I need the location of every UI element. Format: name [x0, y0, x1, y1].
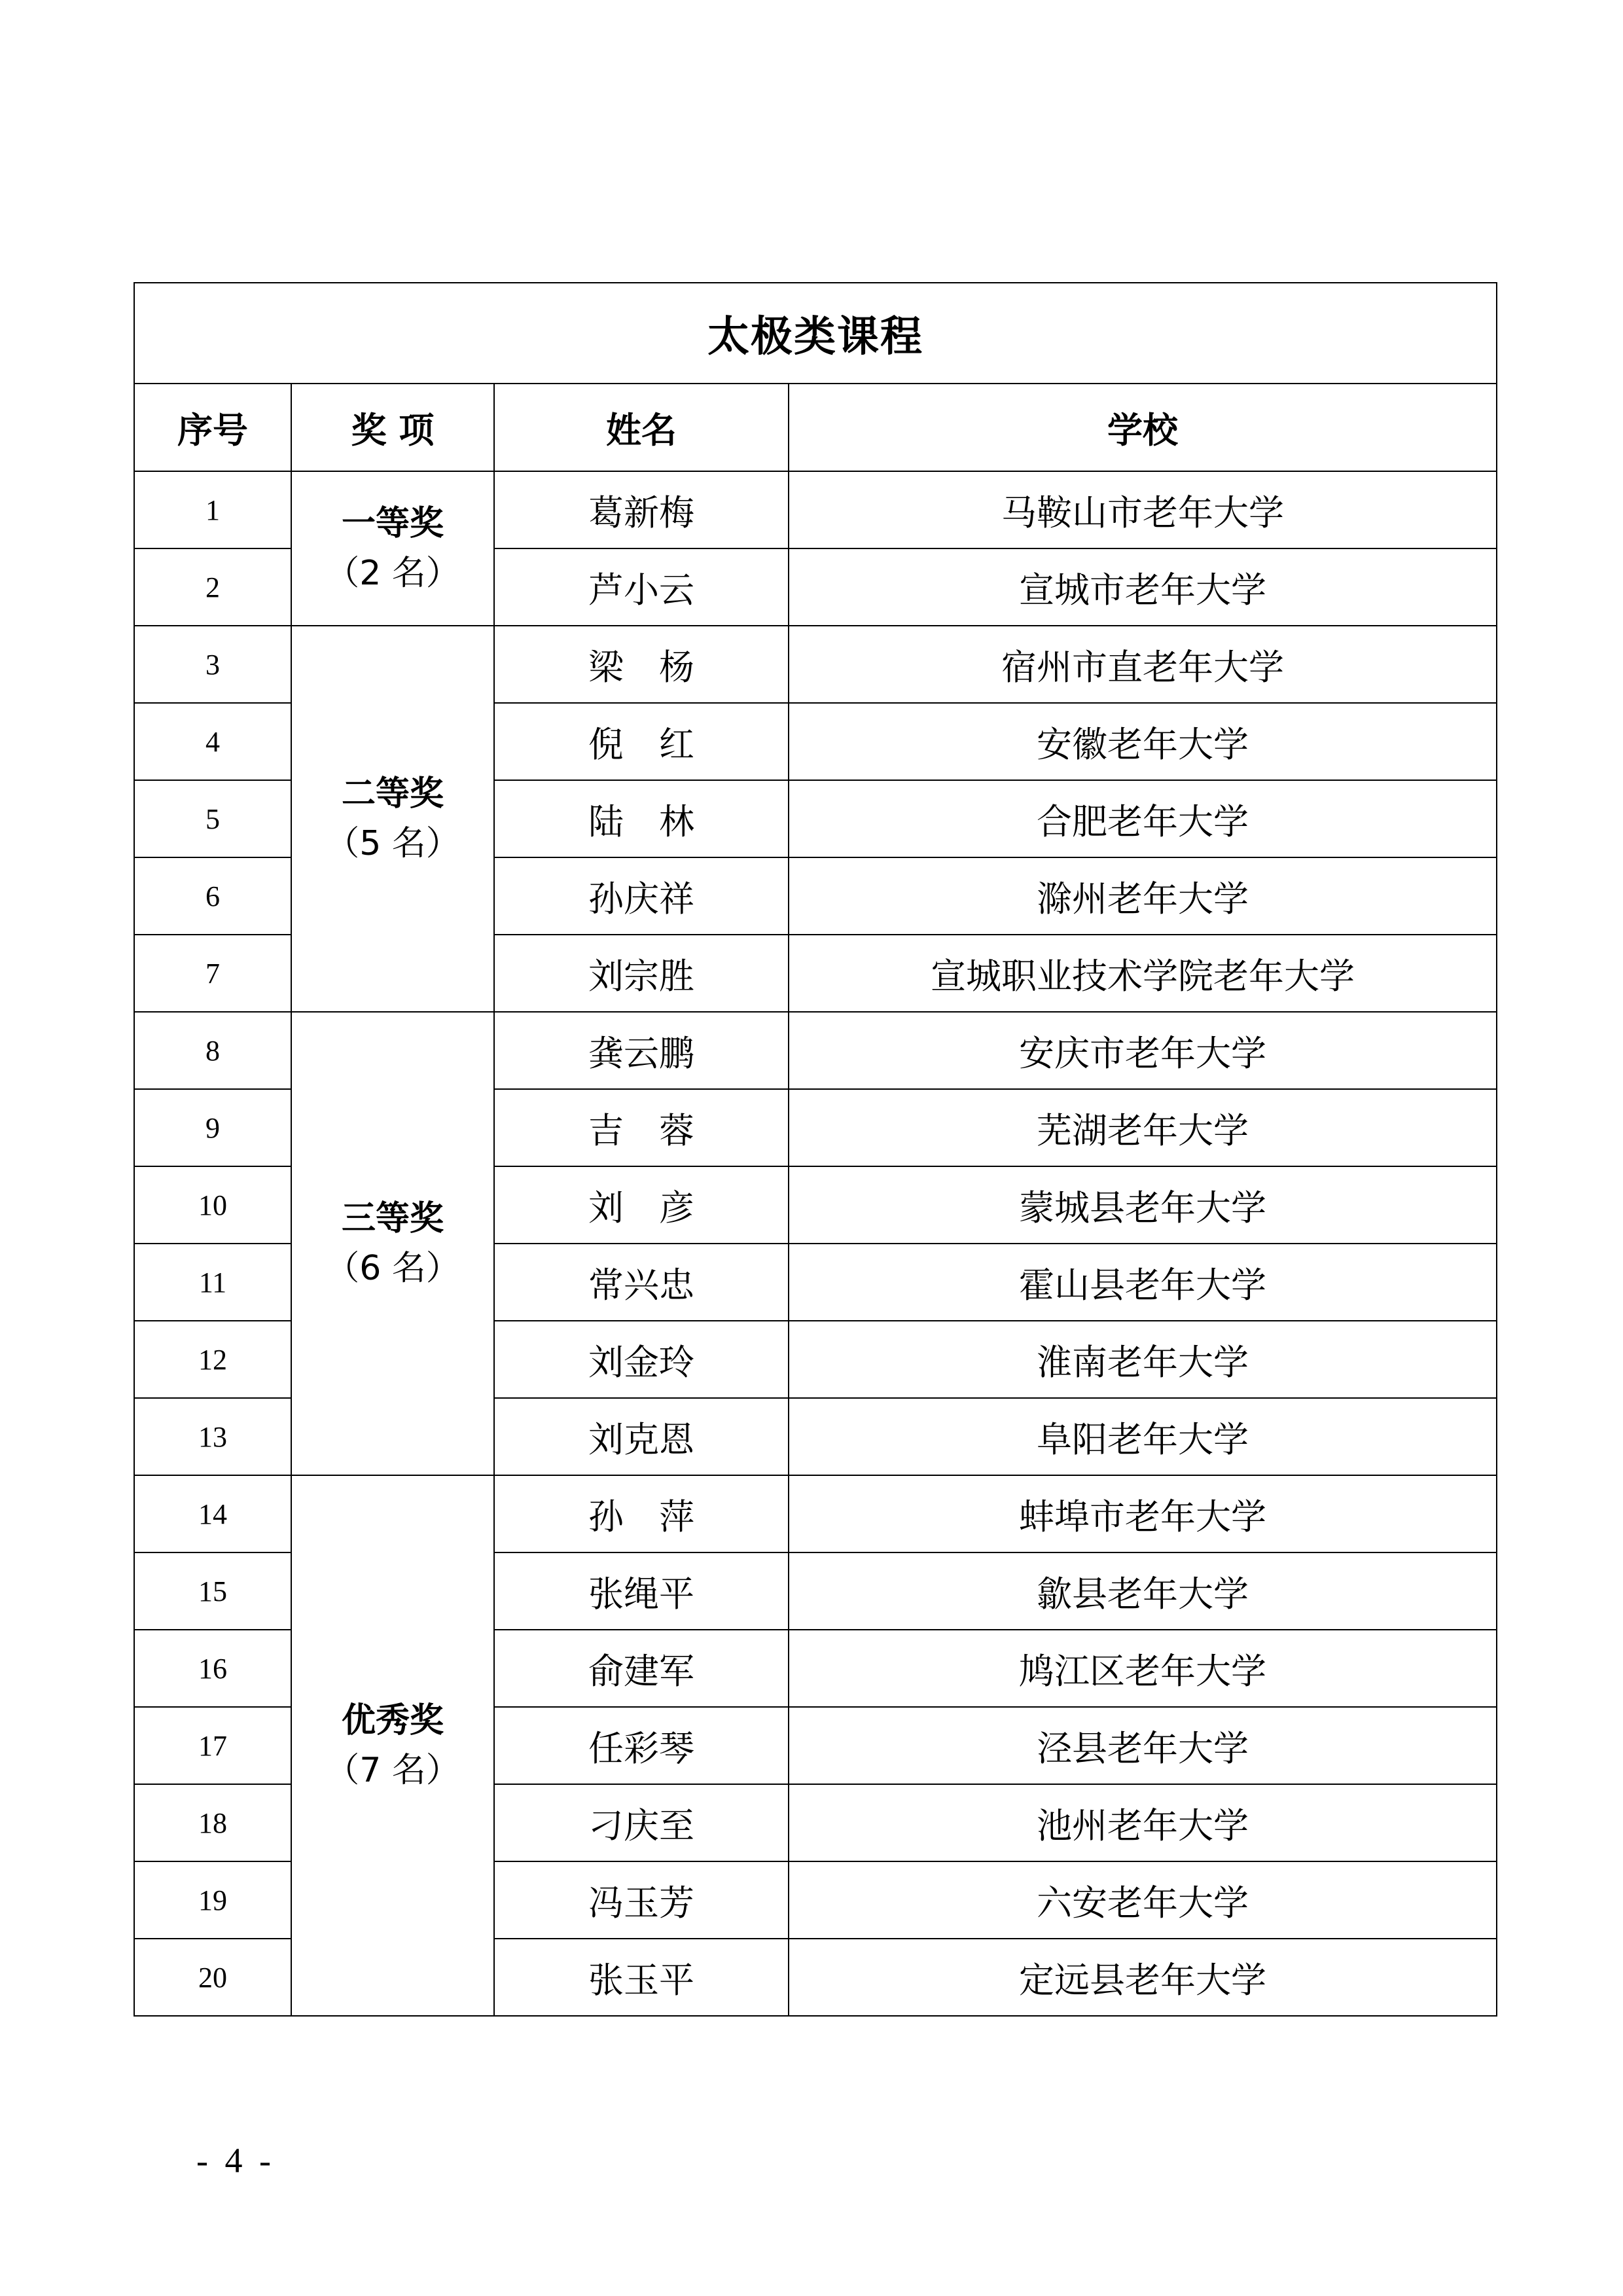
award-cell [291, 471, 494, 626]
school-cell: 六安老年大学 [789, 1861, 1497, 1939]
school-cell: 宣城职业技术学院老年大学 [789, 935, 1497, 1012]
table-row [134, 626, 1497, 703]
seq-cell: 2 [134, 548, 291, 626]
seq-cell: 12 [134, 1321, 291, 1398]
seq-cell: 13 [134, 1398, 291, 1475]
header-award: 奖 项 [291, 384, 494, 471]
school-cell: 宣城市老年大学 [789, 548, 1497, 626]
seq-cell: 8 [134, 1012, 291, 1089]
table-row [134, 471, 1497, 548]
name-cell: 孙庆祥 [494, 857, 789, 935]
name-cell: 刘克恩 [494, 1398, 789, 1475]
table-row [134, 1475, 1497, 1552]
award-table [134, 282, 1497, 2017]
name-cell: 葛新梅 [494, 471, 789, 548]
school-cell: 安庆市老年大学 [789, 1012, 1497, 1089]
seq-cell: 17 [134, 1707, 291, 1784]
school-cell: 泾县老年大学 [789, 1707, 1497, 1784]
seq-cell: 1 [134, 471, 291, 548]
header-seq: 序号 [134, 384, 291, 471]
award-name: 一等奖 [341, 504, 444, 543]
table-body [134, 471, 1497, 2016]
name-cell: 张玉平 [494, 1939, 789, 2016]
seq-cell: 19 [134, 1861, 291, 1939]
name-cell: 龚云鹏 [494, 1012, 789, 1089]
award-name: 优秀奖 [341, 1701, 444, 1740]
table-title: 太极类课程 [134, 283, 1497, 384]
school-cell: 蚌埠市老年大学 [789, 1475, 1497, 1552]
school-cell: 马鞍山市老年大学 [789, 471, 1497, 548]
school-cell: 鸠江区老年大学 [789, 1630, 1497, 1707]
seq-cell: 18 [134, 1784, 291, 1861]
seq-cell: 9 [134, 1089, 291, 1166]
name-cell: 任彩琴 [494, 1707, 789, 1784]
school-cell: 阜阳老年大学 [789, 1398, 1497, 1475]
name-cell: 陆 林 [494, 780, 789, 857]
seq-cell: 3 [134, 626, 291, 703]
award-cell [291, 626, 494, 1012]
name-cell: 常兴忠 [494, 1244, 789, 1321]
school-cell: 安徽老年大学 [789, 703, 1497, 780]
school-cell: 歙县老年大学 [789, 1552, 1497, 1630]
name-cell: 俞建军 [494, 1630, 789, 1707]
name-cell: 孙 萍 [494, 1475, 789, 1552]
seq-cell: 4 [134, 703, 291, 780]
award-cell [291, 1012, 494, 1475]
page-number: - 4 - [196, 2141, 275, 2180]
award-count: （2 名） [325, 554, 460, 593]
name-cell: 刘 彦 [494, 1166, 789, 1244]
seq-cell: 15 [134, 1552, 291, 1630]
seq-cell: 11 [134, 1244, 291, 1321]
seq-cell: 10 [134, 1166, 291, 1244]
name-cell: 冯玉芳 [494, 1861, 789, 1939]
seq-cell: 14 [134, 1475, 291, 1552]
school-cell: 池州老年大学 [789, 1784, 1497, 1861]
seq-cell: 6 [134, 857, 291, 935]
award-cell [291, 1475, 494, 2016]
school-cell: 滁州老年大学 [789, 857, 1497, 935]
award-name: 二等奖 [341, 774, 444, 814]
school-cell: 芜湖老年大学 [789, 1089, 1497, 1166]
school-cell: 合肥老年大学 [789, 780, 1497, 857]
seq-cell: 7 [134, 935, 291, 1012]
name-cell: 芦小云 [494, 548, 789, 626]
name-cell: 张绳平 [494, 1552, 789, 1630]
name-cell: 梁 杨 [494, 626, 789, 703]
school-cell: 蒙城县老年大学 [789, 1166, 1497, 1244]
header-school: 学校 [789, 384, 1497, 471]
name-cell: 刁庆至 [494, 1784, 789, 1861]
seq-cell: 20 [134, 1939, 291, 2016]
name-cell: 倪 红 [494, 703, 789, 780]
name-cell: 吉 蓉 [494, 1089, 789, 1166]
award-count: （5 名） [325, 824, 460, 863]
school-cell: 霍山县老年大学 [789, 1244, 1497, 1321]
award-count: （7 名） [325, 1751, 460, 1790]
name-cell: 刘金玲 [494, 1321, 789, 1398]
school-cell: 淮南老年大学 [789, 1321, 1497, 1398]
award-count: （6 名） [325, 1249, 460, 1288]
header-name: 姓名 [494, 384, 789, 471]
award-name: 三等奖 [341, 1199, 444, 1238]
school-cell: 宿州市直老年大学 [789, 626, 1497, 703]
name-cell: 刘宗胜 [494, 935, 789, 1012]
seq-cell: 5 [134, 780, 291, 857]
seq-cell: 16 [134, 1630, 291, 1707]
school-cell: 定远县老年大学 [789, 1939, 1497, 2016]
table-row [134, 1012, 1497, 1089]
